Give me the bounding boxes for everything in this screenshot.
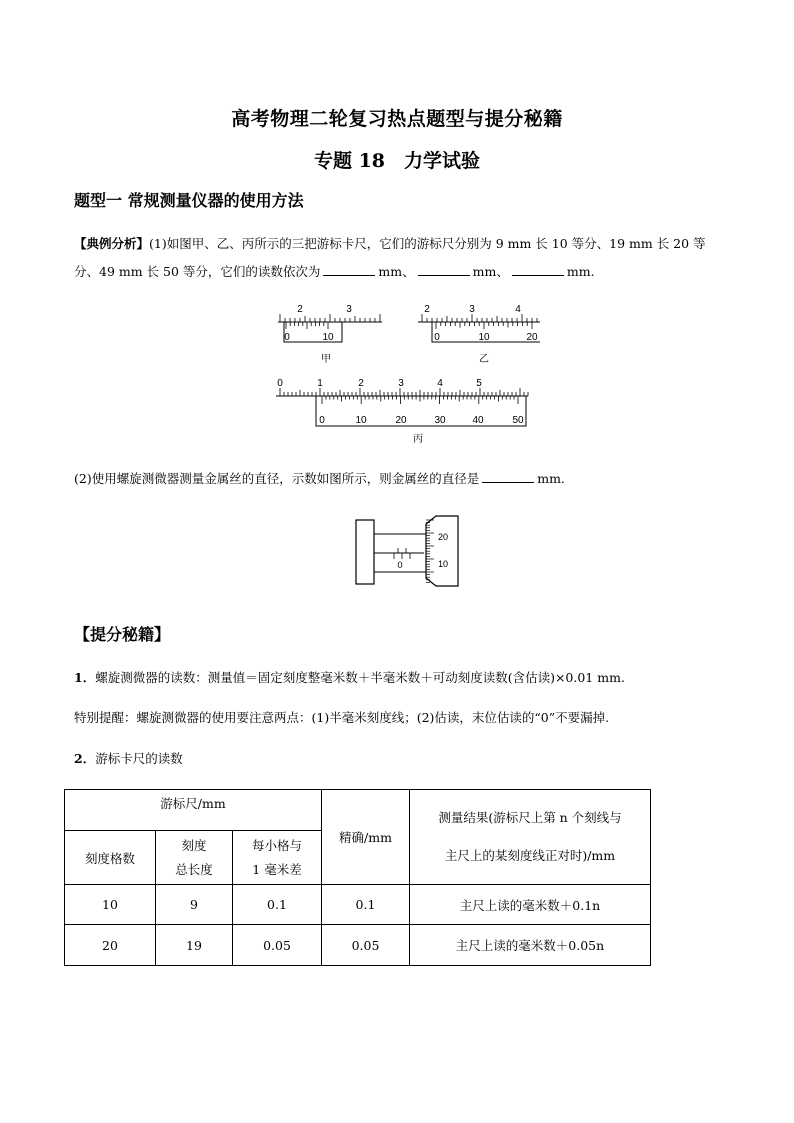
table-row <box>65 925 651 966</box>
table-header-diff <box>233 831 322 885</box>
section-heading-2: 【提分秘籍】 <box>74 625 171 644</box>
unit-1: mm、 <box>378 264 415 279</box>
cell-result: 主尺上读的毫米数＋0.1n <box>410 885 651 925</box>
yi-main-label-2: 2 <box>424 304 430 315</box>
yi-vernier-label-10: 10 <box>478 332 490 343</box>
caliper-figure-jia-yi <box>270 298 540 368</box>
thimble-label-10: 10 <box>438 559 449 569</box>
vernier-reading-table <box>64 789 651 966</box>
table-header-precision: 精确/mm <box>322 790 410 885</box>
jia-vernier-label-0: 0 <box>284 332 290 343</box>
jia-main-label-2: 2 <box>297 304 303 315</box>
caliper-figure-bing <box>270 372 540 448</box>
tip-item-1 <box>74 668 625 686</box>
bing-caption: 丙 <box>413 434 423 445</box>
jia-vernier-label-10: 10 <box>322 332 334 343</box>
jia-main-label-3: 3 <box>346 304 352 315</box>
table-header-diff-line2: 1 毫米差 <box>252 861 302 877</box>
answer-blank-2[interactable] <box>418 263 470 276</box>
caliper-jia <box>278 304 382 365</box>
bing-main-label-1: 1 <box>317 378 323 389</box>
example-tag: 【典例分析】 <box>74 236 150 251</box>
bing-vernier-label-0: 0 <box>319 415 325 426</box>
question-2-unit: mm. <box>537 471 565 486</box>
yi-main-label-3: 3 <box>469 304 475 315</box>
question-2-text: (2)使用螺旋测微器测量金属丝的直径，示数如图所示，则金属丝的直径是 <box>74 471 480 486</box>
cell-diff: 0.05 <box>233 925 322 966</box>
table-row <box>65 885 651 925</box>
bing-main-label-5: 5 <box>476 378 482 389</box>
question-2 <box>74 465 724 493</box>
tip-item-2 <box>74 749 183 767</box>
table-header-diff-line1: 每小格与 <box>251 837 302 853</box>
tip-item-1-number: 1． <box>74 670 96 685</box>
answer-blank-4[interactable] <box>482 470 534 483</box>
table-header-total-line1: 刻度 <box>181 837 207 853</box>
tip-item-2-text: 游标卡尺的读数 <box>95 751 183 766</box>
bing-main-label-2: 2 <box>358 378 364 389</box>
table-header-total-line2: 总长度 <box>175 861 213 877</box>
answer-blank-1[interactable] <box>323 263 375 276</box>
bing-vernier-label-30: 30 <box>434 415 446 426</box>
bing-main-label-3: 3 <box>398 378 404 389</box>
table-header-divisions: 刻度格数 <box>65 831 156 885</box>
table-header-result-line2: 主尺上的某刻度线正对时)/mm <box>444 848 616 863</box>
cell-divisions: 10 <box>65 885 156 925</box>
table-header-total <box>156 831 233 885</box>
bing-main-label-0: 0 <box>277 378 283 389</box>
yi-vernier-label-0: 0 <box>434 332 440 343</box>
document-subtitle: 专题 18 力学试验 <box>313 150 481 172</box>
jia-caption: 甲 <box>321 354 331 365</box>
cell-precision: 0.05 <box>322 925 410 966</box>
unit-3: mm. <box>566 264 595 279</box>
bing-main-label-4: 4 <box>437 378 443 389</box>
caliper-bing <box>276 378 528 445</box>
question-1 <box>74 230 724 286</box>
bing-vernier-label-40: 40 <box>472 415 484 426</box>
cell-total: 9 <box>156 885 233 925</box>
answer-blank-3[interactable] <box>512 263 564 276</box>
table-header-vernier: 游标尺/mm <box>65 790 322 831</box>
yi-caption: 乙 <box>479 354 489 365</box>
cell-diff: 0.1 <box>233 885 322 925</box>
unit-2: mm、 <box>472 264 509 279</box>
thimble-label-20: 20 <box>438 532 449 542</box>
bing-vernier-label-10: 10 <box>355 415 367 426</box>
caliper-yi <box>418 304 540 365</box>
yi-vernier-label-20: 20 <box>526 332 538 343</box>
tip-item-2-number: 2． <box>74 751 96 766</box>
micrometer-figure <box>350 510 465 588</box>
sleeve-label-0: 0 <box>397 560 403 570</box>
document-title: 高考物理二轮复习热点题型与提分秘籍 <box>231 108 563 130</box>
cell-precision: 0.1 <box>322 885 410 925</box>
cell-total: 19 <box>156 925 233 966</box>
cell-result: 主尺上读的毫米数＋0.05n <box>410 925 651 966</box>
table-header-result <box>410 790 651 885</box>
table-header-result-line1: 测量结果(游标尺上第 n 个刻线与 <box>438 810 622 825</box>
bing-vernier-label-20: 20 <box>395 415 407 426</box>
yi-main-label-4: 4 <box>515 304 521 315</box>
bing-vernier-label-50: 50 <box>512 415 524 426</box>
tip-item-1-text: 螺旋测微器的读数：测量值＝固定刻度整毫米数＋半毫米数＋可动刻度读数(含估读)×0.01 mm. <box>95 670 625 685</box>
tip-item-1-note: 特别提醒：螺旋测微器的使用要注意两点：(1)半毫米刻度线；(2)估读，末位估读的“0”不要漏掉. <box>74 710 610 725</box>
question-1-text: (1)如图甲、乙、丙所示的三把游标卡尺，它们的游标尺分别为 9 mm 长 10 等分、19 mm 长 20 等分、49 mm 长 50 等分，它们的读数依次为 <box>74 236 706 279</box>
cell-divisions: 20 <box>65 925 156 966</box>
section-heading-1: 题型一 常规测量仪器的使用方法 <box>74 191 304 210</box>
